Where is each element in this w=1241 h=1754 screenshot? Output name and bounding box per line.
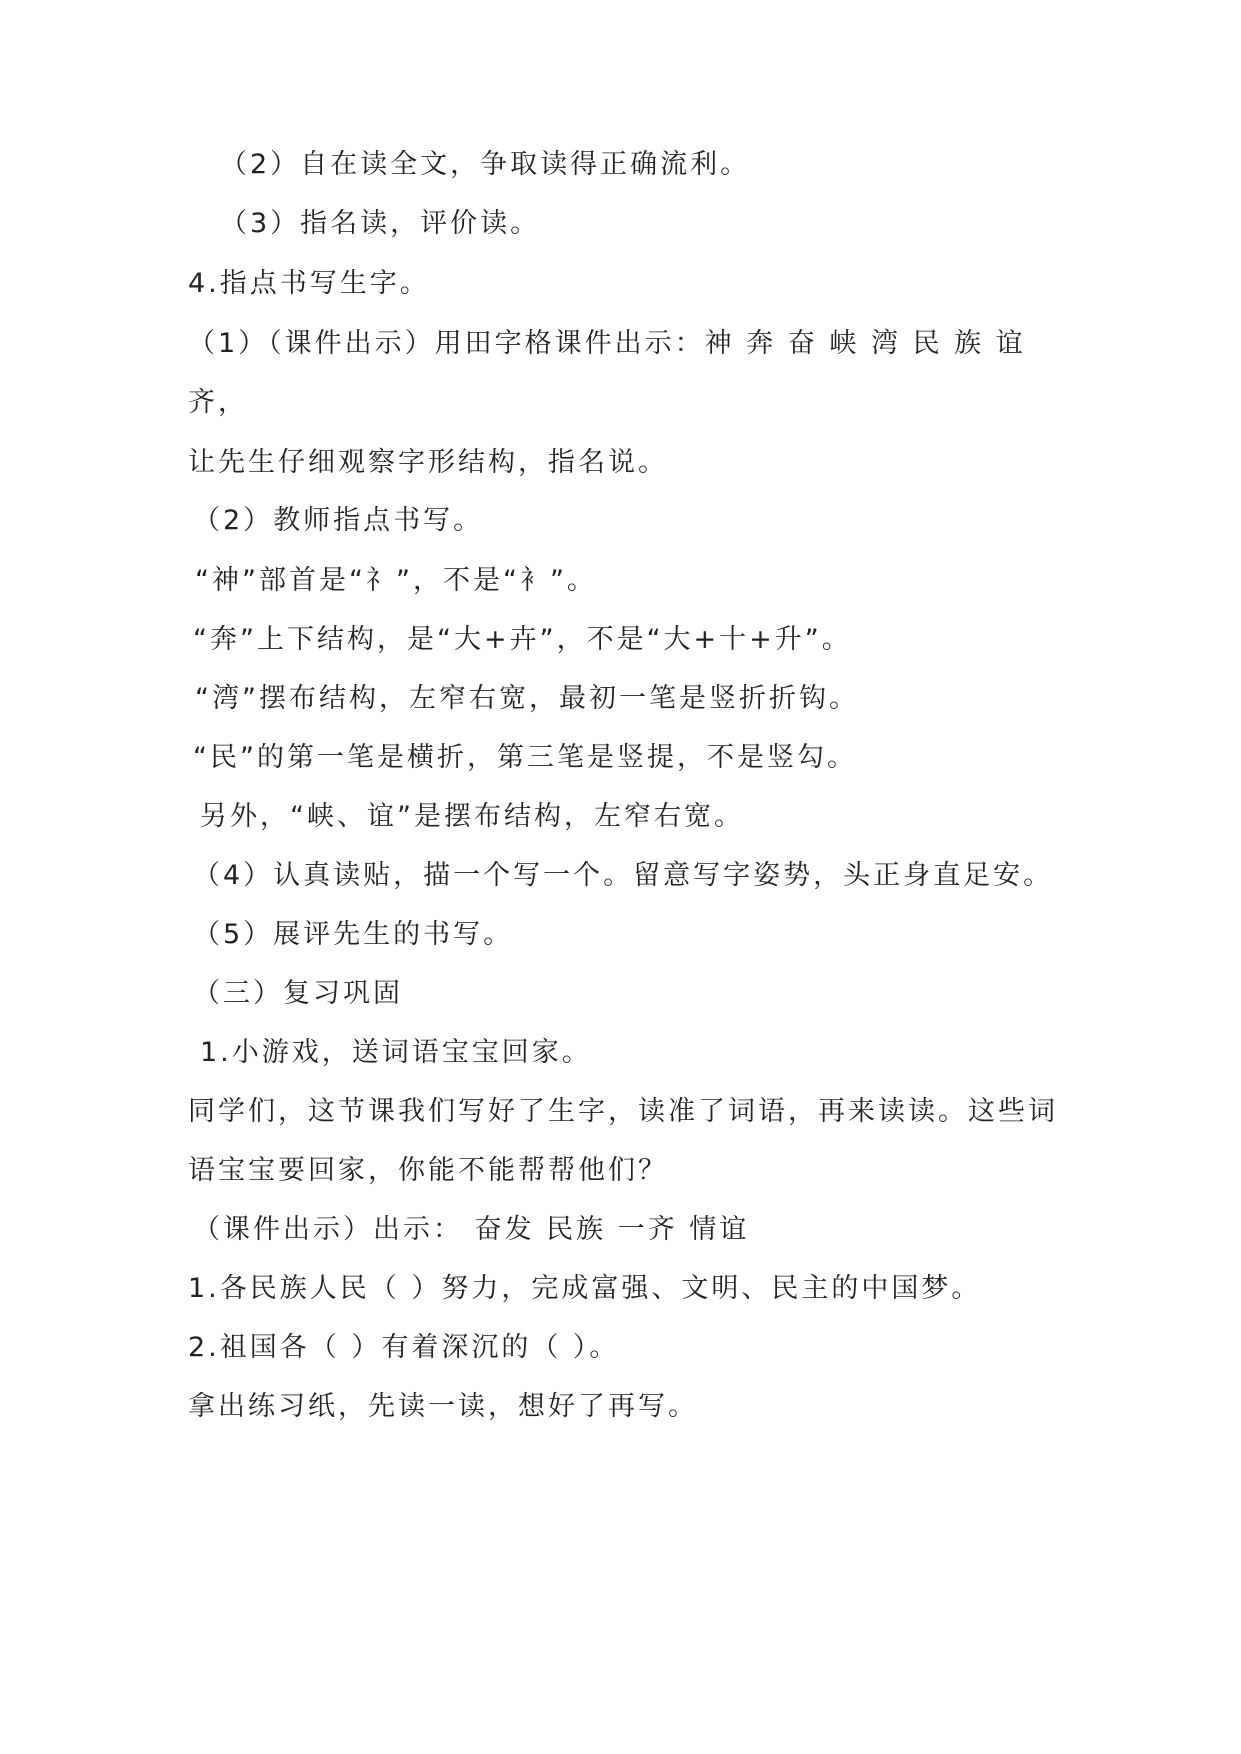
- text-line-20: 1.各民族人民（ ）努力，完成富强、文明、民主的中国梦。: [188, 1273, 982, 1304]
- text-line-3: 4.指点书写生字。: [188, 268, 430, 299]
- text-line-22: 拿出练习纸，先读一读，想好了再写。: [188, 1391, 698, 1422]
- text-line-10: “湾”摆布结构，左窄右宽，最初一笔是竖折折钩。: [195, 683, 859, 714]
- text-line-8: “神”部首是“礻”，不是“衤”。: [195, 565, 597, 596]
- text-line-16: 1.小游戏，送词语宝宝回家。: [200, 1037, 592, 1068]
- text-line-4: （1）（课件出示）用田字格课件出示：神 奔 奋 峡 湾 民 族 谊: [188, 328, 1026, 359]
- text-line-14: （5）展评先生的书写。: [193, 919, 514, 950]
- text-line-6: 让先生仔细观察字形结构，指名说。: [188, 447, 668, 478]
- text-line-7: （2）教师指点书写。: [193, 505, 484, 536]
- text-line-13: （4）认真读贴，描一个写一个。留意写字姿势，头正身直足安。: [193, 860, 1054, 891]
- text-line-1: （2）自在读全文，争取读得正确流利。: [220, 149, 751, 180]
- text-line-19: （课件出示）出示： 奋发 民族 一齐 情谊: [193, 1214, 750, 1245]
- text-line-17: 同学们，这节课我们写好了生字，读准了词语，再来读读。这些词: [188, 1096, 1058, 1127]
- text-line-9: “奔”上下结构，是“大+卉”，不是“大+十+升”。: [193, 624, 852, 655]
- text-line-11: “民”的第一笔是横折，第三笔是竖提，不是竖勾。: [193, 742, 857, 773]
- text-line-2: （3）指名读，评价读。: [220, 208, 541, 239]
- text-line-12: 另外，“峡、谊”是摆布结构，左窄右宽。: [200, 801, 744, 832]
- text-line-15: （三）复习巩固: [193, 978, 403, 1009]
- text-line-21: 2.祖国各（ ）有着深沉的（ ）。: [188, 1332, 620, 1363]
- text-line-18: 语宝宝要回家，你能不能帮帮他们？: [188, 1155, 668, 1186]
- text-line-5: 齐，: [188, 387, 248, 418]
